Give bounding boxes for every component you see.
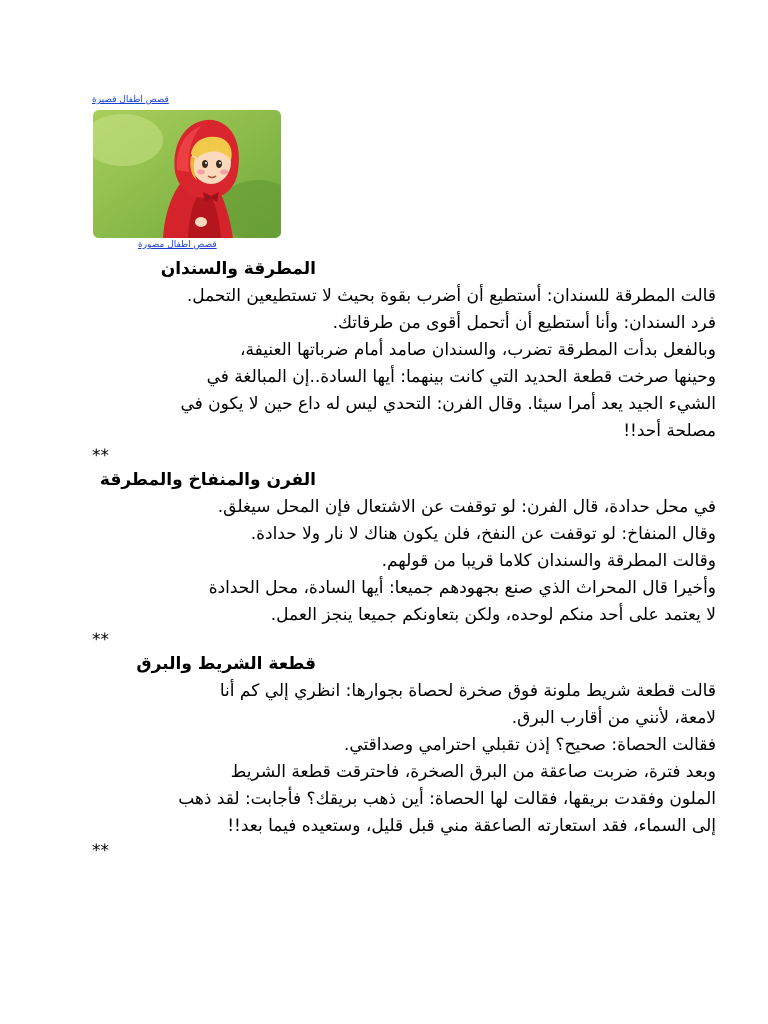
story-line: قالت المطرقة للسندان: أستطيع أن أضرب بقوة بحيث لا تستطيعين التحمل. bbox=[186, 286, 716, 306]
story-line: فرد السندان: وأنا أستطيع أن أتحمل أقوى من طرقاتك. bbox=[332, 313, 716, 333]
section-separator: ** bbox=[92, 446, 109, 466]
story-title: قطعة الشريط والبرق bbox=[136, 654, 316, 674]
story-line: وأخيرا قال المحراث الذي صنع بجهودهم جميعا: أيها السادة، محل الحدادة bbox=[208, 578, 716, 598]
little-red-riding-hood-illustration[interactable] bbox=[93, 110, 281, 238]
story-line: وبعد فترة، ضربت صاعقة من البرق الصخرة، فاحترقت قطعة الشريط bbox=[230, 762, 716, 782]
stories-content bbox=[80, 256, 716, 862]
section-separator: ** bbox=[92, 841, 109, 861]
story-line: الملون وفقدت بريقها، فقالت لها الحصاة: أين ذهب بريقك؟ فأجابت: لقد ذهب bbox=[178, 789, 716, 809]
top-link[interactable]: قصص اطفال قصيرة bbox=[92, 95, 169, 105]
story-line: وبالفعل بدأت المطرقة تضرب، والسندان صامد أمام ضرباتها العنيفة، bbox=[240, 340, 716, 360]
story-line: فقالت الحصاة: صحيح؟ إذن تقبلي احترامي وصداقتي. bbox=[343, 735, 716, 755]
story-section bbox=[80, 651, 716, 862]
story-line: الشيء الجيد يعد أمرا سيئا. وقال الفرن: التحدي ليس له داع حين لا يكون في bbox=[180, 394, 716, 414]
story-title: الفرن والمنفاخ والمطرقة bbox=[99, 470, 316, 490]
story-line: إلى السماء، فقد استعارته الصاعقة مني قبل قليل، وستعيده فيما بعد!! bbox=[227, 816, 716, 836]
story-line: لا يعتمد على أحد منكم لوحده، ولكن بتعاونكم جميعا ينجز العمل. bbox=[270, 605, 716, 625]
story-line: قالت قطعة شريط ملونة فوق صخرة لحصاة بجوارها: انظري إلي كم أنا bbox=[219, 681, 716, 701]
story-title: المطرقة والسندان bbox=[160, 259, 316, 279]
story-line: وقالت المطرقة والسندان كلاما قريبا من قولهم. bbox=[381, 551, 716, 571]
story-section bbox=[80, 256, 716, 467]
story-line: لامعة، لأنني من أقارب البرق. bbox=[511, 708, 716, 728]
illustration-caption-link[interactable]: قصص اطفال مصورة bbox=[138, 240, 217, 250]
story-line: في محل حدادة، قال الفرن: لو توقفت عن الاشتعال فإن المحل سيغلق. bbox=[217, 497, 716, 517]
story-section bbox=[80, 467, 716, 651]
story-line: وقال المنفاخ: لو توقفت عن النفخ، فلن يكون هناك لا نار ولا حدادة. bbox=[250, 524, 716, 544]
story-line: مصلحة أحد!! bbox=[623, 421, 716, 441]
section-separator: ** bbox=[92, 630, 109, 650]
illustration-graphic bbox=[93, 110, 281, 238]
story-line: وحينها صرخت قطعة الحديد التي كانت بينهما: أيها السادة..إن المبالغة في bbox=[206, 367, 716, 387]
